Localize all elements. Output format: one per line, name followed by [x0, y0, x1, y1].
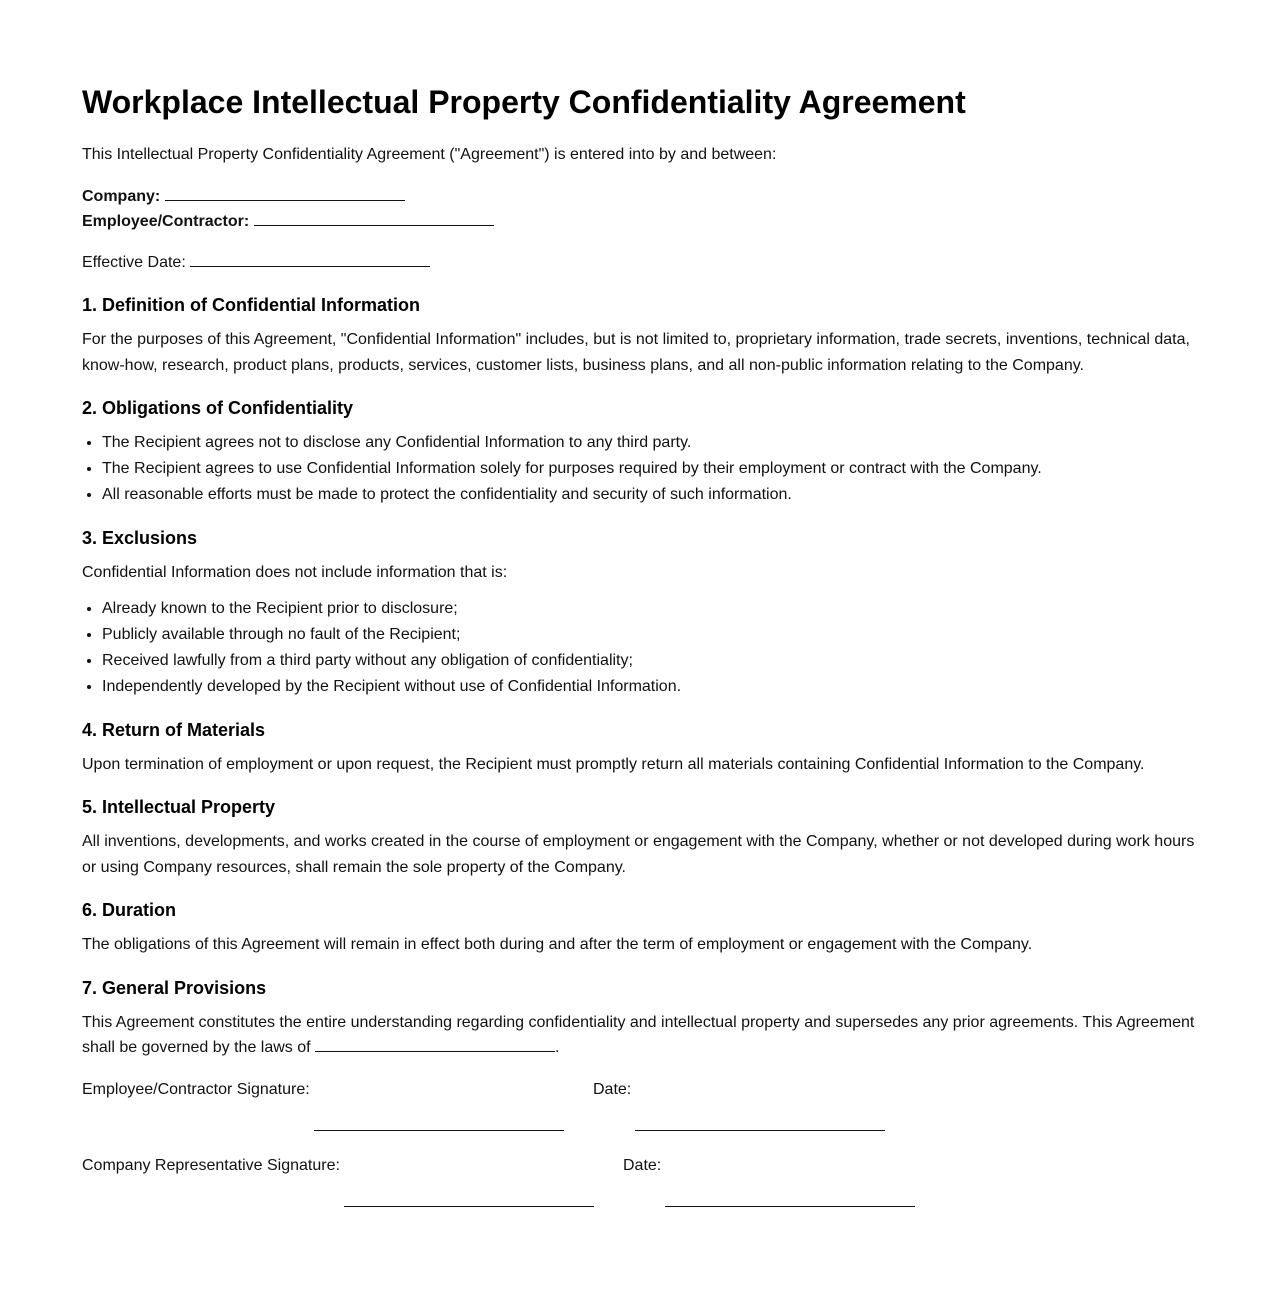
- company-signature-line[interactable]: [344, 1206, 594, 1207]
- section-heading: 5. Intellectual Property: [82, 797, 276, 817]
- section-text: For the purposes of this Agreement, "Confidential Information" includes, but is not limited to, proprietary information, trade secrets, inventions, technical data, know-how, research, product plans, products, services, customer lists, business plans, and all non-public information relating to the Company.: [82, 331, 1190, 374]
- company-blank[interactable]: [165, 188, 405, 201]
- employee-blank[interactable]: [254, 213, 494, 226]
- section-heading: 6. Duration: [82, 900, 177, 920]
- company-signature-label: Company Representative Signature:: [82, 1157, 340, 1174]
- list-item: • The Recipient agrees to use Confidential Information solely for purposes required by their employment or contract with the Company.: [102, 456, 1202, 482]
- employee-field: [82, 209, 1202, 234]
- list-item: • The Recipient agrees not to disclose any Confidential Information to any third party.: [102, 430, 1202, 456]
- period: .: [555, 1039, 560, 1056]
- company-date-label: Date:: [623, 1157, 662, 1174]
- section-text: Upon termination of employment or upon request, the Recipient must promptly return all materials containing Confidential Information to the Company.: [82, 755, 1145, 773]
- employee-signature-line[interactable]: [314, 1130, 564, 1131]
- company-field: [82, 184, 1202, 209]
- intro-text: This Intellectual Property Confidentiality Agreement ("Agreement") is entered into by and between:: [82, 146, 777, 163]
- section-text: All inventions, developments, and works created in the course of employment or engagement with the Company, whether or not developed during work hours or using Company resources, shall remain the sole property of the Company.: [82, 833, 1195, 876]
- section-text: Confidential Information does not include information that is:: [82, 564, 508, 581]
- section-heading: 1. Definition of Confidential Information: [82, 295, 420, 315]
- employee-label: Employee/Contractor:: [82, 212, 250, 230]
- page-title: Workplace Intellectual Property Confidentiality Agreement: [82, 84, 966, 120]
- exclusions-list: [82, 596, 1202, 700]
- section-heading: 4. Return of Materials: [82, 719, 266, 740]
- section-text: [82, 1010, 1202, 1061]
- list-item: • Already known to the Recipient prior to disclosure;: [102, 596, 1202, 622]
- employee-date-label: Date:: [593, 1081, 632, 1098]
- list-item: • All reasonable efforts must be made to protect the confidentiality and security of such information.: [102, 482, 1202, 508]
- general-provisions-text: This Agreement constitutes the entire understanding regarding confidentiality and intellectual property and supersedes any prior agreements. This Agreement shall be governed by the laws of: [82, 1013, 1195, 1056]
- section-heading: 7. General Provisions: [82, 977, 267, 998]
- agreement-document: [82, 80, 1202, 1061]
- effective-date-blank[interactable]: [190, 254, 430, 267]
- governing-law-blank[interactable]: [315, 1039, 555, 1052]
- list-item: • Received lawfully from a third party without any obligation of confidentiality;: [102, 648, 1202, 674]
- list-item: • Independently developed by the Recipient without use of Confidential Information.: [102, 674, 1202, 700]
- section-heading: 3. Exclusions: [82, 528, 198, 548]
- list-item: • Publicly available through no fault of the Recipient;: [102, 622, 1202, 648]
- effective-date-label: Effective Date:: [82, 253, 186, 271]
- effective-date-field: [82, 250, 1202, 276]
- company-date-line[interactable]: [665, 1206, 915, 1207]
- employee-date-line[interactable]: [635, 1130, 885, 1131]
- section-heading: 2. Obligations of Confidentiality: [82, 398, 354, 418]
- obligations-list: [82, 430, 1202, 508]
- employee-signature-label: Employee/Contractor Signature:: [82, 1081, 310, 1098]
- section-text: The obligations of this Agreement will remain in effect both during and after the term of employment or engagement with the Company.: [82, 936, 1033, 953]
- company-label: Company:: [82, 187, 161, 205]
